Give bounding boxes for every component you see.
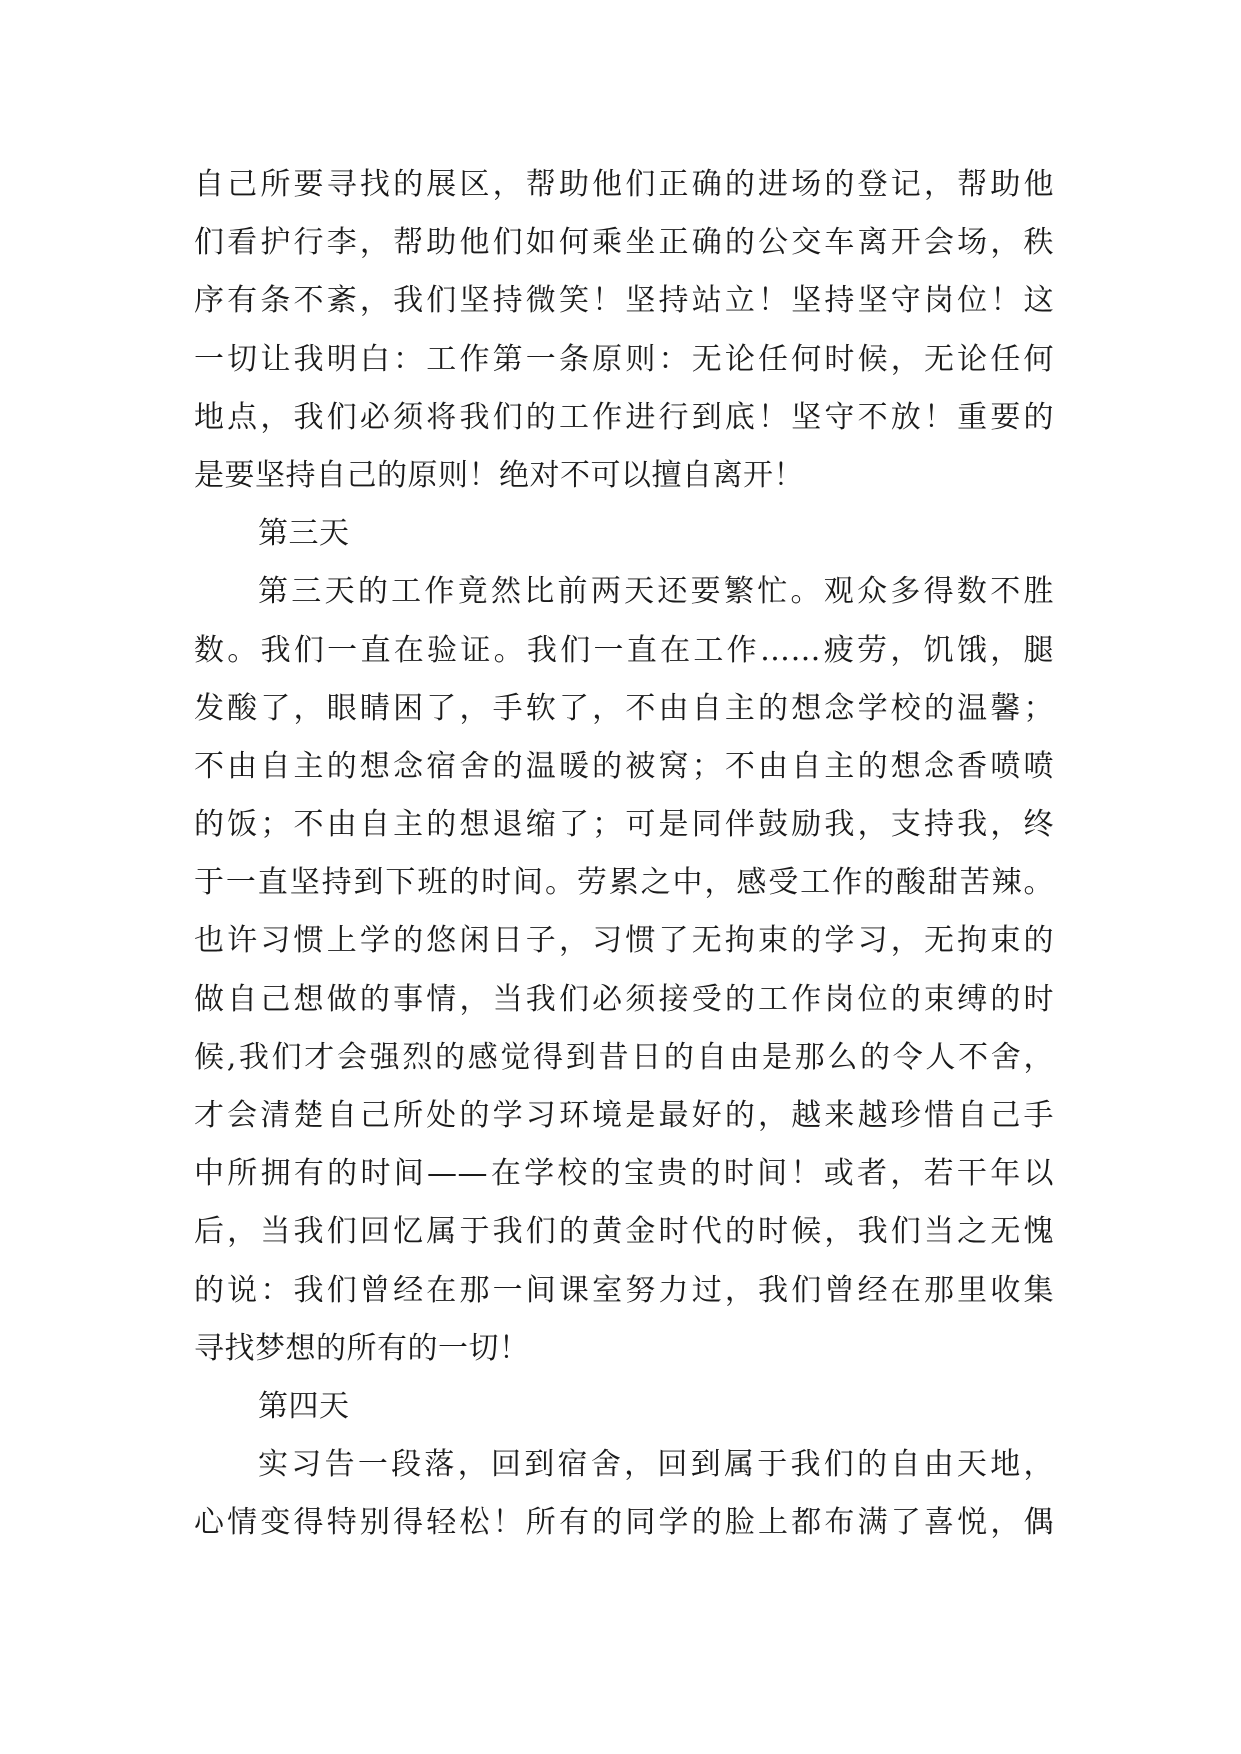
- text-line: 实习告一段落，回到宿舍，回到属于我们的自由天地，: [258, 1447, 1054, 1483]
- text-line: 自己所要寻找的展区，帮助他们正确的进场的登记，帮助他: [194, 167, 1054, 202]
- section-heading-day-three: 第三天: [258, 516, 350, 552]
- section-heading-day-four: 第四天: [258, 1388, 350, 1424]
- text-line: 中所拥有的时间——在学校的宝贵的时间！或者，若干年以: [194, 1156, 1054, 1192]
- text-line: 一切让我明白：工作第一条原则：无论任何时候，无论任何: [194, 341, 1054, 377]
- text-line: 后，当我们回忆属于我们的黄金时代的时候，我们当之无愧: [194, 1214, 1054, 1250]
- text-line: 心情变得特别得轻松！所有的同学的脸上都布满了喜悦，偶: [194, 1505, 1054, 1541]
- text-line: 的饭；不由自主的想退缩了；可是同伴鼓励我，支持我，终: [194, 807, 1054, 843]
- text-line: 的说：我们曾经在那一间课室努力过，我们曾经在那里收集: [194, 1272, 1054, 1308]
- text-line: 地点，我们必须将我们的工作进行到底！坚守不放！重要的: [194, 399, 1054, 435]
- text-line: 才会清楚自己所处的学习环境是最好的，越来越珍惜自己手: [194, 1098, 1054, 1133]
- text-line: 是要坚持自己的原则！绝对不可以擅自离开！: [194, 457, 804, 493]
- text-line: 候,我们才会强烈的感觉得到昔日的自由是那么的令人不舍，: [194, 1039, 1054, 1075]
- text-line: 发酸了，眼睛困了，手软了，不由自主的想念学校的温馨；: [194, 690, 1054, 726]
- text-line: 于一直坚持到下班的时间。劳累之中，感受工作的酸甜苦辣。: [194, 865, 1054, 901]
- text-line: 寻找梦想的所有的一切！: [194, 1330, 530, 1366]
- text-line: 做自己想做的事情，当我们必须接受的工作岗位的束缚的时: [194, 981, 1054, 1017]
- text-line: 不由自主的想念宿舍的温暖的被窝；不由自主的想念香喷喷: [194, 748, 1054, 784]
- text-line: 数。我们一直在验证。我们一直在工作……疲劳，饥饿，腿: [194, 632, 1054, 668]
- text-line: 也许习惯上学的悠闲日子，习惯了无拘束的学习，无拘束的: [194, 923, 1054, 959]
- document-body: [194, 156, 1054, 1553]
- text-line: 们看护行李，帮助他们如何乘坐正确的公交车离开会场，秩: [194, 225, 1054, 261]
- text-line: 第三天的工作竟然比前两天还要繁忙。观众多得数不胜: [258, 574, 1054, 610]
- text-line: 序有条不紊，我们坚持微笑！坚持站立！坚持坚守岗位！这: [194, 283, 1054, 319]
